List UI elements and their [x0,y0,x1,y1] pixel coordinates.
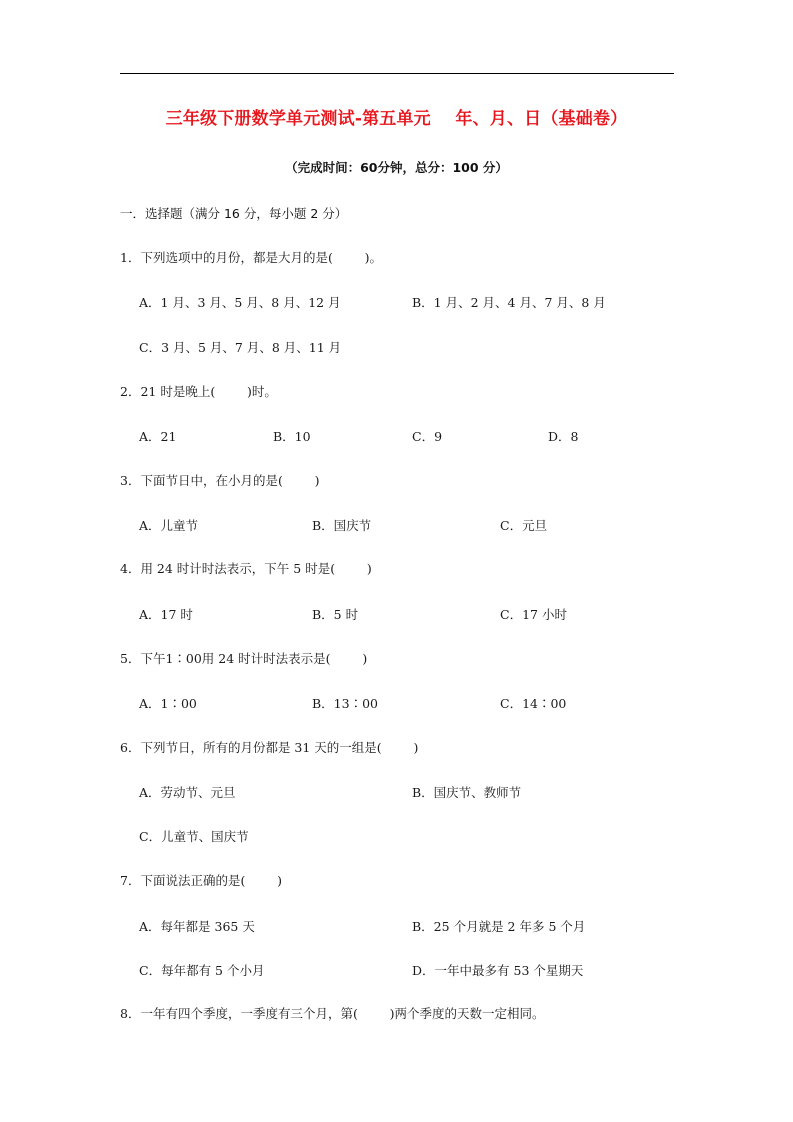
question-7-option-c[interactable]: C．每年都有 5 个小月 [139,963,265,978]
question-2-option-c[interactable]: C．9 [412,429,443,444]
question-7-option-b[interactable]: B．25 个月就是 2 年多 5 个月 [412,919,586,934]
question-2-stem: 2．21 时是晚上( )时。 [120,384,277,399]
question-3-option-a[interactable]: A．儿童节 [139,518,199,533]
question-1-option-c[interactable]: C．3 月、5 月、7 月、8 月、11 月 [139,340,342,355]
question-4-option-b[interactable]: B．5 时 [312,607,359,622]
question-4-option-a[interactable]: A．17 时 [139,607,193,622]
question-3-option-b[interactable]: B．国庆节 [312,518,372,533]
page-subtitle: （完成时间：60分钟，总分：100 分） [285,160,508,175]
question-8-stem: 8．一年有四个季度，一季度有三个月，第( )两个季度的天数一定相同。 [120,1006,545,1021]
question-2-option-b[interactable]: B．10 [273,429,311,444]
section-title: 一．选择题（满分 16 分，每小题 2 分） [120,206,348,221]
page-title: 三年级下册数学单元测试-第五单元 年、月、日（基础卷） [165,109,628,129]
question-4-option-c[interactable]: C．17 小时 [500,607,567,622]
question-6-option-b[interactable]: B．国庆节、教师节 [412,785,522,800]
question-5-option-b[interactable]: B．13∶00 [312,696,378,711]
question-2-option-d[interactable]: D．8 [548,429,579,444]
question-4-stem: 4．用 24 时计时法表示，下午 5 时是( ) [120,561,372,576]
question-7-stem: 7．下面说法正确的是( ) [120,873,282,888]
question-6-option-a[interactable]: A．劳动节、元旦 [139,785,236,800]
question-7-option-d[interactable]: D．一年中最多有 53 个星期天 [412,963,584,978]
question-5-option-a[interactable]: A．1∶00 [139,696,197,711]
question-5-stem: 5．下午1∶00用 24 时计时法表示是( ) [120,651,368,666]
question-3-option-c[interactable]: C．元旦 [500,518,548,533]
question-1-stem: 1．下列选项中的月份，都是大月的是( )。 [120,250,382,265]
question-1-option-b[interactable]: B．1 月、2 月、4 月、7 月、8 月 [412,295,606,310]
question-7-option-a[interactable]: A．每年都是 365 天 [139,919,255,934]
question-1-option-a[interactable]: A．1 月、3 月、5 月、8 月、12 月 [139,295,341,310]
question-6-option-c[interactable]: C．儿童节、国庆节 [139,829,249,844]
header-rule [120,73,674,74]
question-3-stem: 3．下面节日中，在小月的是( ) [120,473,320,488]
question-5-option-c[interactable]: C．14∶00 [500,696,567,711]
question-6-stem: 6．下列节日，所有的月份都是 31 天的一组是( ) [120,740,419,755]
question-2-option-a[interactable]: A．21 [139,429,177,444]
